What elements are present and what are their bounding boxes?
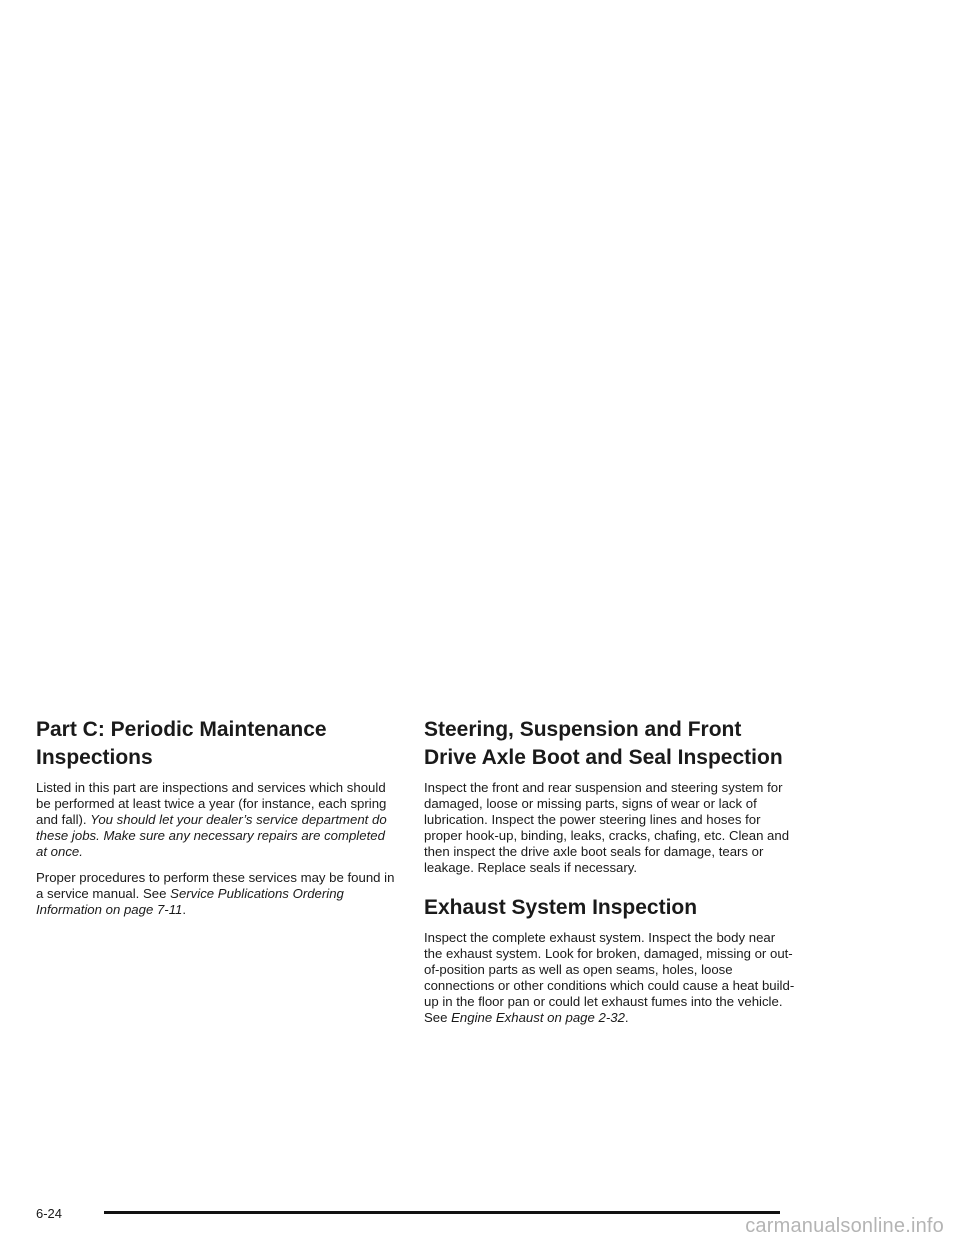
exhaust-text: Inspect the complete exhaust system. Inspect the body near the exhaust system. Look for broken, damaged, missing or out-of-position parts as well as open seams, holes, loose connections or other conditions which could cause a heat build-up in the floor pan or could let exhaust fumes into the vehicle. See bbox=[424, 930, 795, 1025]
right-column bbox=[424, 716, 796, 1036]
intro-paragraph bbox=[36, 780, 396, 860]
engine-exhaust-link[interactable]: Engine Exhaust on page 2-32 bbox=[451, 1010, 625, 1025]
part-c-heading: Part C: Periodic Maintenance Inspections bbox=[36, 718, 327, 769]
steering-suspension-heading: Steering, Suspension and Front Drive Axle Boot and Seal Inspection bbox=[424, 718, 783, 769]
steering-suspension-paragraph: Inspect the front and rear suspension and steering system for damaged, loose or missing parts, signs of wear or lack of lubrication. Inspect the power steering lines and hoses for proper hook-up, binding, leaks, cracks, chafing, etc. Clean and then inspect the drive axle boot seals for damage, tears or leakage. Replace seals if necessary. bbox=[424, 780, 790, 875]
procedures-text: Proper procedures to perform these services may be found in a service manual. See bbox=[36, 870, 395, 901]
left-column bbox=[36, 716, 396, 928]
procedures-paragraph bbox=[36, 870, 396, 918]
page-number: 6-24 bbox=[36, 1206, 63, 1221]
exhaust-system-paragraph bbox=[424, 930, 796, 1026]
intro-text: Listed in this part are inspections and services which should be performed at least twice a year (for instance, each spring and fall). bbox=[36, 780, 387, 827]
exhaust-system-heading: Exhaust System Inspection bbox=[424, 896, 698, 919]
service-publications-link[interactable]: Service Publications Ordering Information on page 7-11 bbox=[36, 886, 344, 917]
dealer-note: You should let your dealer’s service department do these jobs. Make sure any necessary repairs are completed at once. bbox=[36, 812, 387, 859]
watermark: carmanualsonline.info bbox=[745, 1215, 944, 1237]
exhaust-end: . bbox=[624, 1010, 629, 1025]
procedures-end: . bbox=[182, 902, 187, 917]
footer-rule bbox=[104, 1211, 780, 1214]
